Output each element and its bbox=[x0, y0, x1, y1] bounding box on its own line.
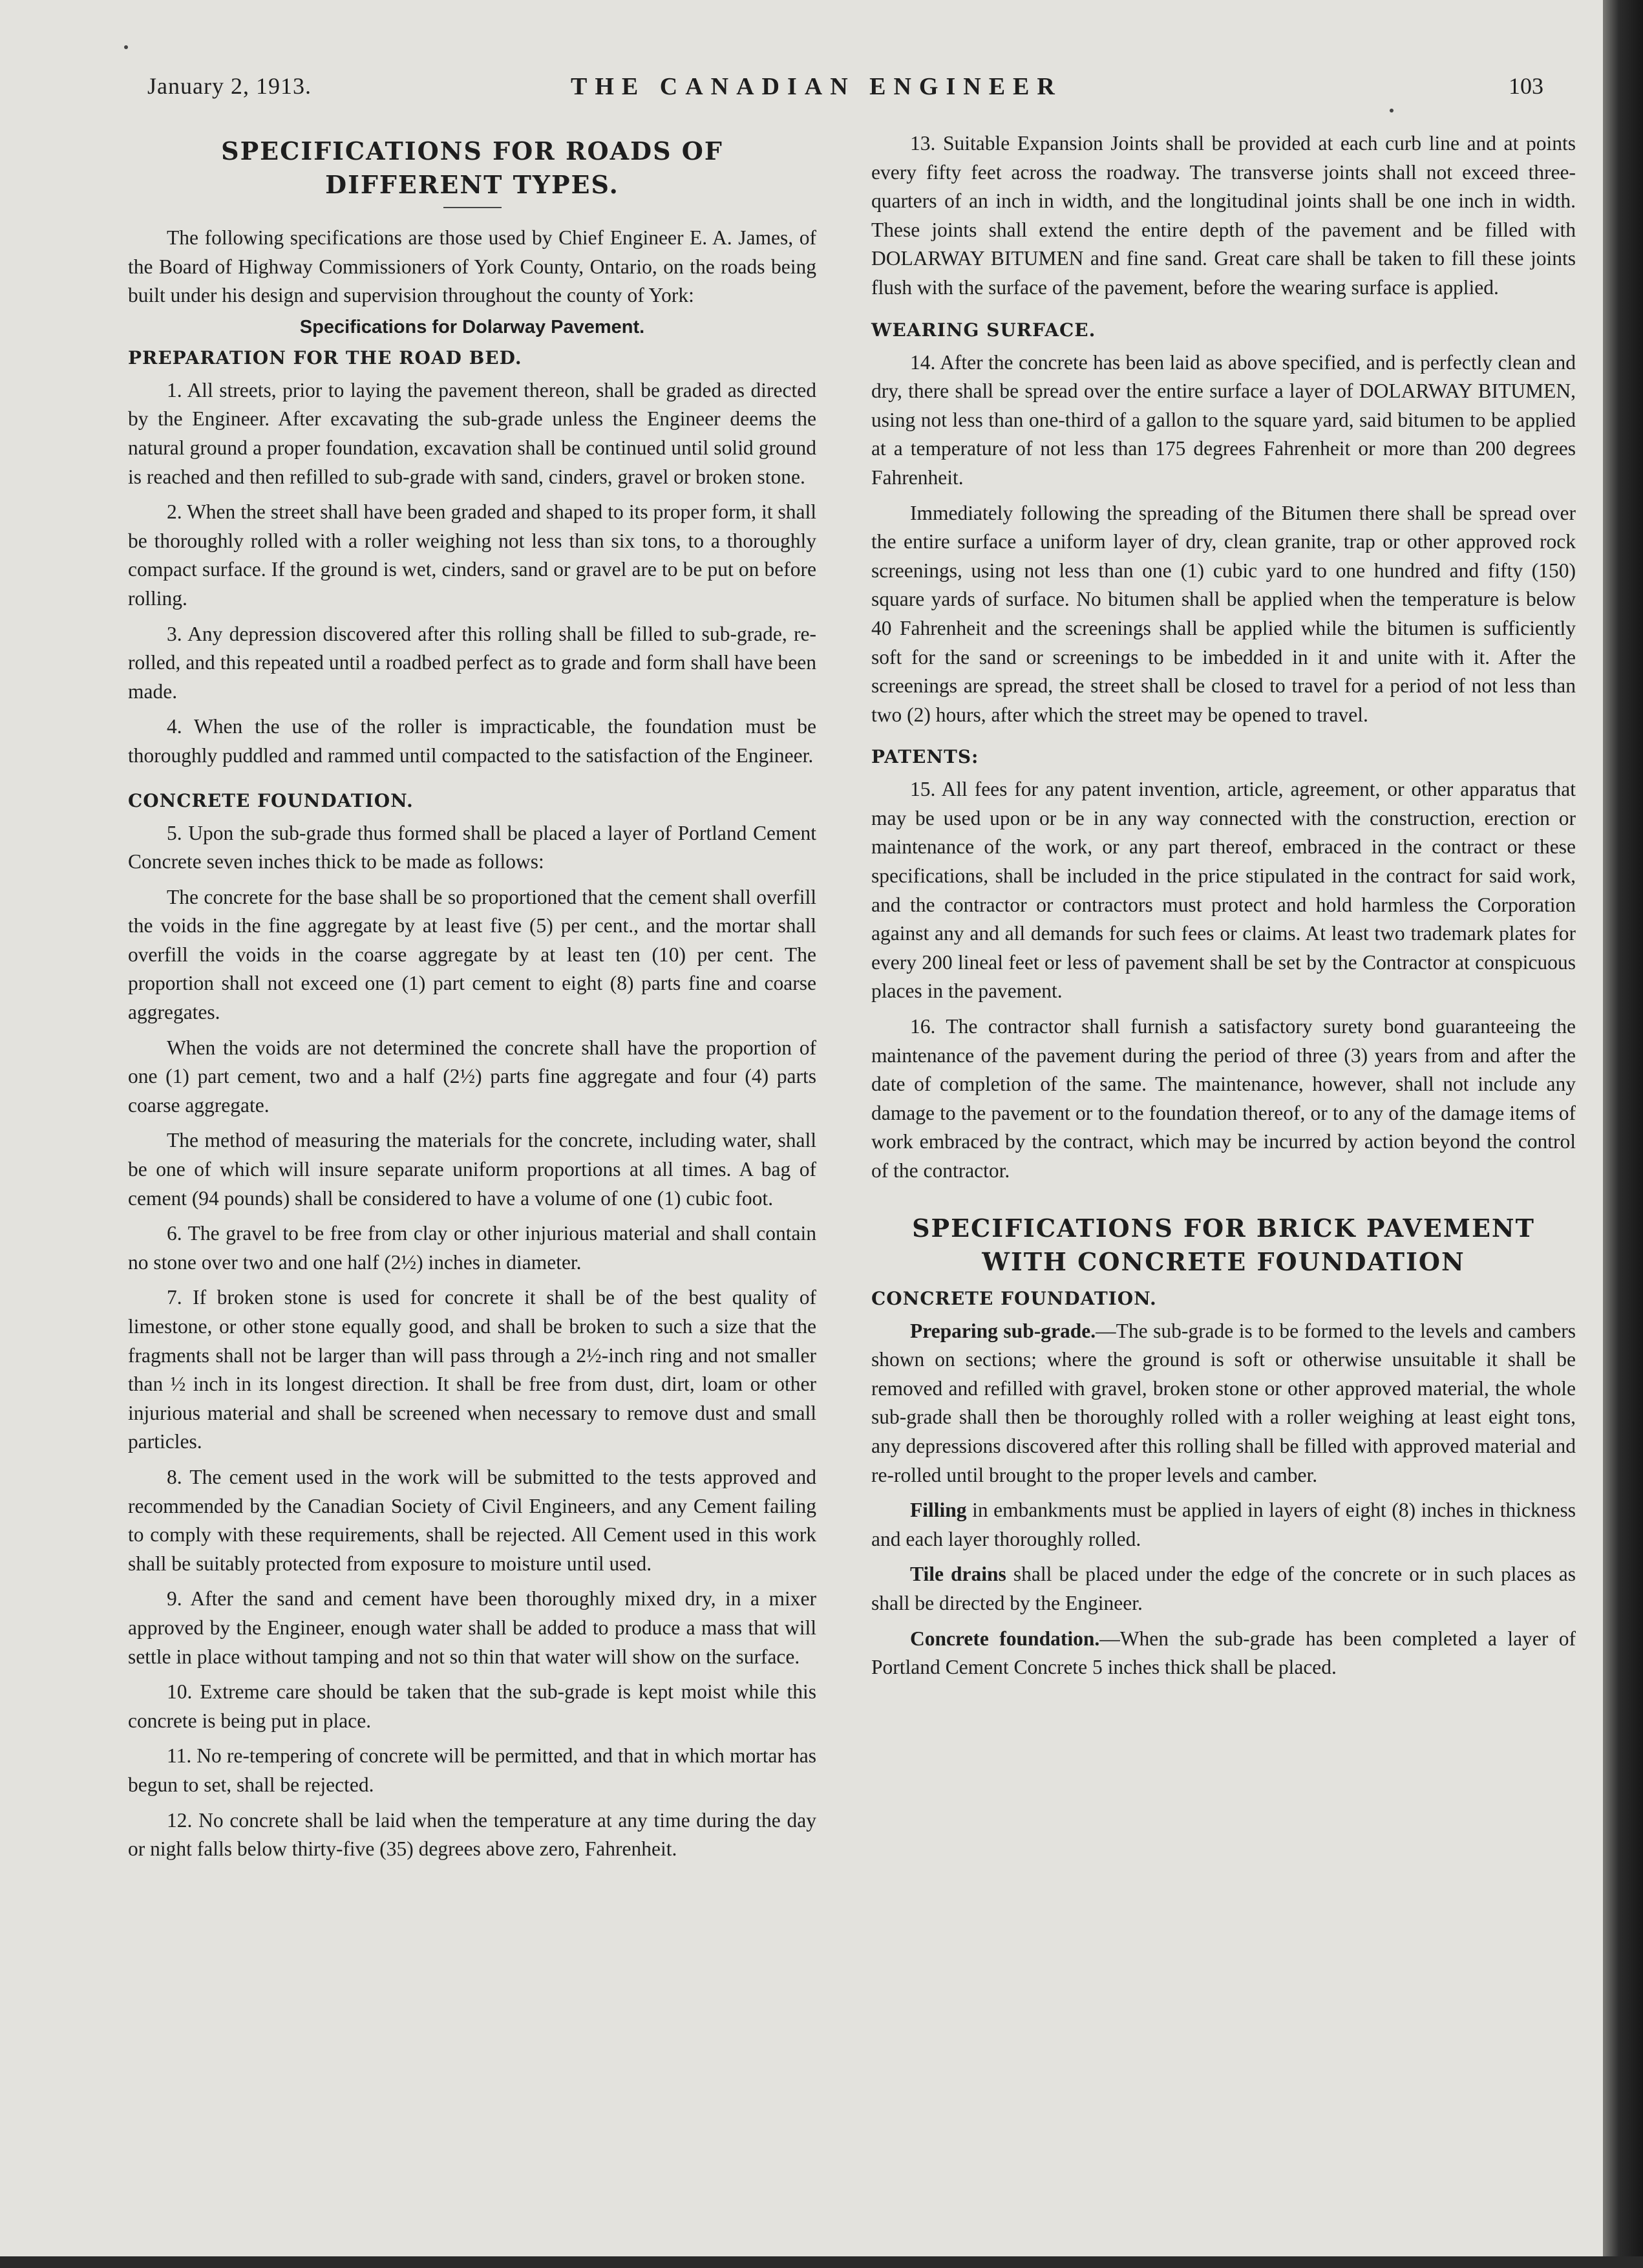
lead-filling: Filling bbox=[910, 1499, 967, 1522]
paragraph-2: 2. When the street shall have been graded and shaped to its proper form, it shall be thoroughly rolled with a roller weighing not less than six tons, to a thoroughly compact surface. If the ground is wet, cinders, sand or gravel are to be put on before rolling. bbox=[128, 500, 816, 610]
article-title: SPECIFICATIONS FOR ROADS OF DIFFERENT TYPES. bbox=[221, 136, 723, 199]
right-column bbox=[871, 129, 1576, 1689]
paragraph-tile-drains bbox=[871, 1560, 1576, 1618]
paragraph-16: 16. The contractor shall furnish a satisfactory surety bond guaranteeing the maintenance of the pavement during the period of three (3) years from and after the date of completion of the same. The maintenance, however, shall not include any damage to the pavement or to the foundation thereof, or to any of the damage items of work embraced by the contract, which may be incurred by action beyond the control of the contractor. bbox=[871, 1015, 1576, 1182]
paragraph-5: 5. Upon the sub-grade thus formed shall be placed a layer of Portland Cement Concrete seven inches thick to be made as follows: bbox=[128, 821, 816, 873]
lead-concrete-foundation: Concrete foundation. bbox=[910, 1627, 1100, 1650]
paragraph-7: 7. If broken stone is used for concrete it shall be of the best quality of limestone, or other stone equally good, and shall be broken to such a size that the fragments shall not be larger than will pass through a 2½-inch ring and not smaller than ½ inch in its longest direction. It shall be free from dust, dirt, loam or other injurious material and shall be screened when necessary to remove dust and small particles. bbox=[128, 1286, 816, 1453]
paragraph-6: 6. The gravel to be free from clay or other injurious material and shall contain no stone over two and one half (2½) inches in diameter. bbox=[128, 1222, 816, 1274]
page-number: 103 bbox=[1509, 73, 1543, 99]
paragraph-10: 10. Extreme care should be taken that the sub-grade is kept moist while this concrete is being put in place. bbox=[128, 1680, 816, 1732]
paragraph-1: 1. All streets, prior to laying the pavement thereon, shall be graded as directed by the Engineer. After excavating the sub-grade unless the Engineer deems the natural ground a proper foundation, excavation shall be continued until solid ground is reached and then refilled to sub-grade with sand, cinders, gravel or broken stone. bbox=[128, 378, 816, 488]
section-heading-concrete: CONCRETE FOUNDATION. bbox=[128, 789, 414, 811]
paragraph-3: 3. Any depression discovered after this rolling shall be filled to sub-grade, re-rolled, and this repeated until a roadbed perfect as to grade and form shall have been made. bbox=[128, 622, 816, 703]
article-title-brick: SPECIFICATIONS FOR BRICK PAVEMENT WITH CONCRETE FOUNDATION bbox=[912, 1213, 1535, 1276]
left-column bbox=[128, 129, 816, 1870]
running-header bbox=[147, 72, 1543, 118]
paragraph-subgrade bbox=[871, 1317, 1576, 1490]
paragraph-5b: When the voids are not determined the concrete shall have the proportion of one (1) part cement, two and a half (2½) parts fine aggregate and four (4) parts coarse aggregate. bbox=[128, 1036, 816, 1117]
paragraph-5c: The method of measuring the materials for the concrete, including water, shall be one of which will insure separate uniform proportions at all times. A bag of cement (94 pounds) shall be considered to have a volume of one (1) cubic foot. bbox=[128, 1129, 816, 1210]
subtitle-dolarway: Specifications for Dolarway Pavement. bbox=[299, 316, 645, 337]
title-rule bbox=[443, 207, 502, 208]
journal-title: THE CANADIAN ENGINEER bbox=[571, 73, 1063, 100]
page-bottom-edge bbox=[0, 2256, 1643, 2268]
section-heading-wearing-surface: WEARING SURFACE. bbox=[871, 319, 1096, 341]
paragraph-filling bbox=[871, 1496, 1576, 1554]
lead-subgrade: Preparing sub-grade. bbox=[910, 1319, 1096, 1342]
lead-tile-drains: Tile drains bbox=[910, 1563, 1006, 1586]
paragraph-11: 11. No re-tempering of concrete will be permitted, and that in which mortar has begun to set, shall be rejected. bbox=[128, 1744, 816, 1796]
intro-paragraph: The following specifications are those used by Chief Engineer E. A. James, of the Board of Highway Commissioners of York County, Ontario, on the roads being built under his design and supervision throughout the county of York: bbox=[128, 226, 816, 307]
page-edge-shadow bbox=[1603, 0, 1643, 2268]
paragraph-4: 4. When the use of the roller is impracticable, the foundation must be thoroughly puddled and rammed until compacted to the satisfaction of the Engineer. bbox=[128, 715, 816, 767]
paragraph-concrete-foundation bbox=[871, 1625, 1576, 1682]
section-heading-patents: PATENTS: bbox=[871, 746, 979, 768]
speck-mark bbox=[124, 45, 128, 49]
paragraph-9: 9. After the sand and cement have been thoroughly mixed dry, in a mixer approved by the Engineer, enough water shall be added to produce a mass that will settle in place without tamping and not so thin that water will show on the surface. bbox=[128, 1587, 816, 1668]
paragraph-13: 13. Suitable Expansion Joints shall be provided at each curb line and at points every fifty feet across the roadway. The transverse joints shall not exceed three-quarters of an inch in width, and the longitudinal joints shall be one inch in width. These joints shall extend the entire depth of the pavement and be filled with DOLARWAY BITUMEN and fine sand. Great care shall be taken to fill these joints flush with the surface of the pavement, before the wearing surface is applied. bbox=[871, 132, 1576, 299]
paragraph-5a: The concrete for the base shall be so proportioned that the cement shall overfill the voids in the fine aggregate by at least five (5) per cent., and the mortar shall overfill the voids in the coarse aggregate by at least ten (10) per cent. The proportion shall not exceed one (1) part cement to eight (8) parts fine and coarse aggregates. bbox=[128, 885, 816, 1024]
text-concrete-foundation: —When the sub-grade has been completed a layer of Portland Cement Concrete 5 inches thick shall be placed. bbox=[871, 1627, 1576, 1679]
paragraph-14a: Immediately following the spreading of the Bitumen there shall be spread over the entire surface a uniform layer of dry, clean granite, trap or other approved rock screenings, using not less than one (1) cubic yard to one hundred and fifty (150) square yards of surface. No bitumen shall be applied when the temperature is below 40 Fahrenheit and the screenings shall be applied while the bitumen is sufficiently soft for the sand or screenings to be imbedded in it and unite with it. After the screenings are spread, the street shall be closed to travel for a period of not less than two (2) hours, after which the street may be opened to travel. bbox=[871, 501, 1576, 726]
section-heading-brick-concrete: CONCRETE FOUNDATION. bbox=[871, 1287, 1157, 1309]
paragraph-15: 15. All fees for any patent invention, article, agreement, or other apparatus that may be used upon or be in any way connected with the construction, erection or maintenance of the work, or any part thereof, embraced in the contract or these specifications, shall be included in the price stipulated in the contract for said work, and the contractor or contractors must protect and hold harmless the Corporation against any and all demands for such fees or claims. At least two trademark plates for every 200 lineal feet or less of pavement shall be set by the Contractor at conspicuous places in the pavement. bbox=[871, 778, 1576, 1003]
text-filling: in embankments must be applied in layers of eight (8) inches in thickness and each layer thoroughly rolled. bbox=[871, 1499, 1576, 1550]
text-tile-drains: shall be placed under the edge of the concrete or in such places as shall be directed by the Engineer. bbox=[871, 1563, 1576, 1614]
paragraph-12: 12. No concrete shall be laid when the temperature at any time during the day or night falls below thirty-five (35) degrees above zero, Fahrenheit. bbox=[128, 1808, 816, 1861]
text-subgrade: —The sub-grade is to be formed to the levels and cambers shown on sections; where the ground is soft or otherwise unsuitable it shall be removed and refilled with gravel, broken stone or other approved material, the whole sub-grade shall then be thoroughly rolled with a roller weighing at least eight tons, any depressions discovered after this rolling shall be filled with approved material and re-rolled until brought to the proper levels and camber. bbox=[871, 1319, 1576, 1486]
paragraph-8: 8. The cement used in the work will be submitted to the tests approved and recommended by the Canadian Society of Civil Engineers, and any Cement failing to comply with these requirements, shall be rejected. All Cement used in this work shall be suitably protected from exposure to moisture until used. bbox=[128, 1465, 816, 1575]
paragraph-14: 14. After the concrete has been laid as above specified, and is perfectly clean and dry, there shall be spread over the entire surface a layer of DOLARWAY BITUMEN, using not less than one-third of a gallon to the square yard, said bitumen to be applied at a temperature of not less than 175 degrees Fahrenheit or more than 200 degrees Fahrenheit. bbox=[871, 350, 1576, 489]
section-heading-roadbed: PREPARATION FOR THE ROAD BED. bbox=[128, 347, 522, 369]
header-date: January 2, 1913. bbox=[147, 73, 312, 99]
